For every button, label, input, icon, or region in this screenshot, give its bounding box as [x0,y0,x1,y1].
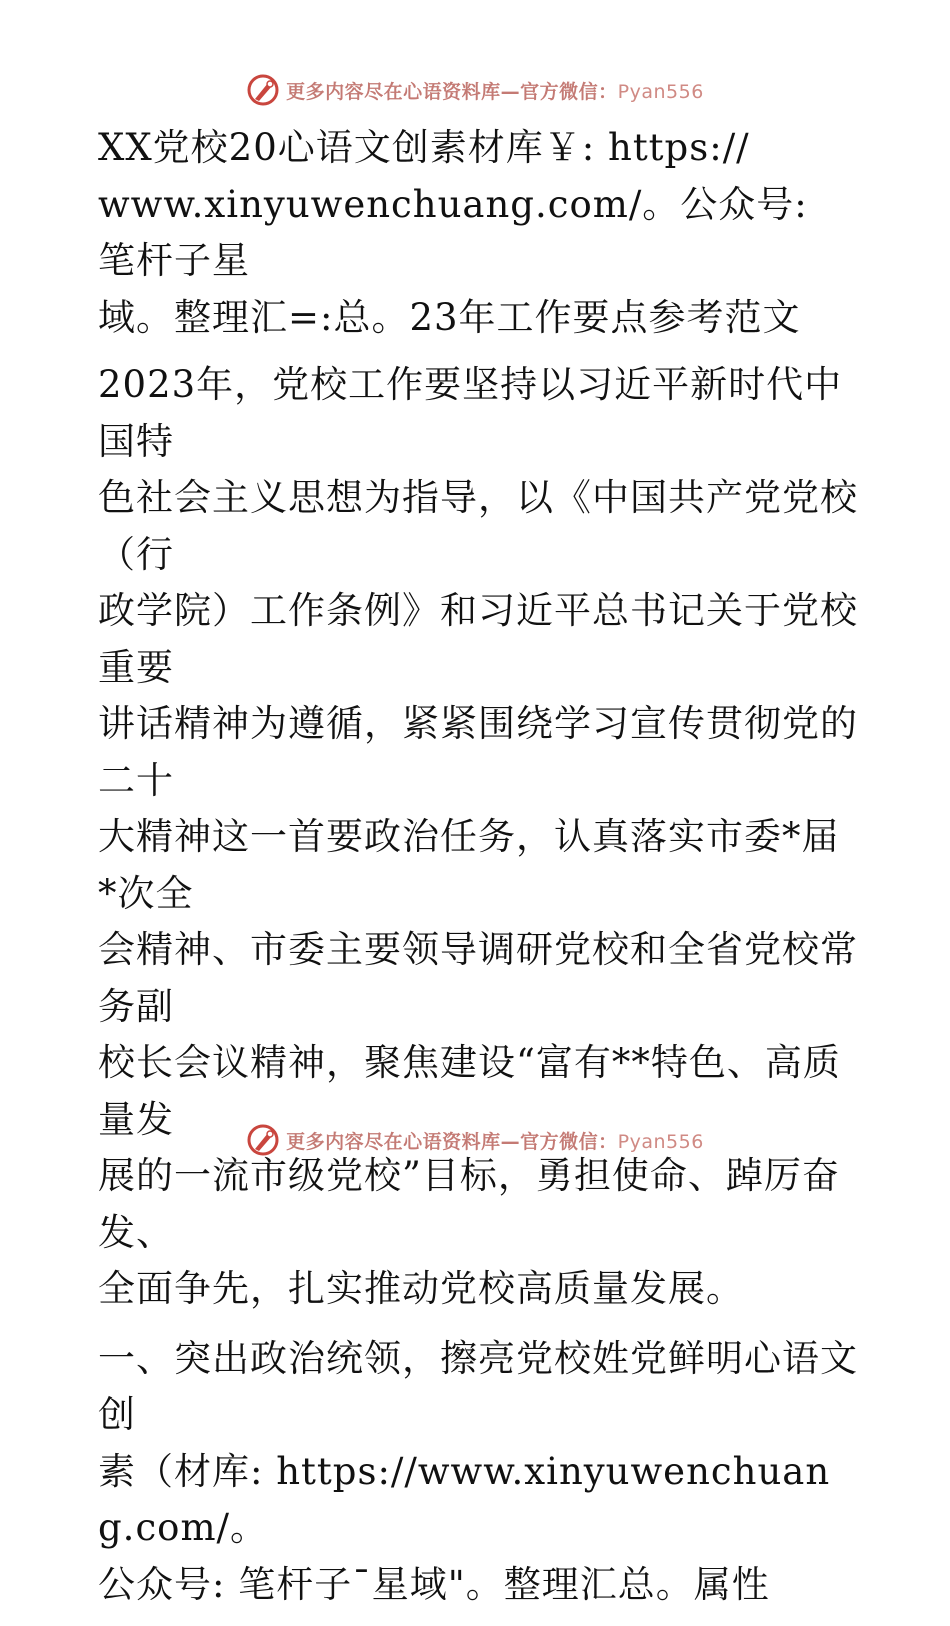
footer-watermark [0,1120,950,1160]
pen-circle-logo-icon [246,1123,280,1157]
document-title-paragraph: XX党校20心语文创素材库￥: https:// www.xinyuwenchuang.com/。公众号: 笔杆子星 域。整理汇=:总。23年工作要点参考范文 [98,126,808,339]
intro-paragraph: 2023年，党校工作要坚持以习近平新时代中国特 色社会主义思想为指导，以《中国共产党党校（行 政学院）工作条例》和习近平总书记关于党校重要 讲话精神为遵循，紧紧围绕学习宣传贯彻党的二十 大精神这一首要政治任务，认真落实市委*届*次全 会精神、市委主要领导调研党校和全省党校常务副 校长会议精神，聚焦建设“富有**特色、高质量发 展的一流市级党校”目标，勇担使命、踔厉奋发、 全面争先，扎实推动党校高质量发展。 [98,363,858,1310]
pen-circle-logo-icon [246,73,280,107]
watermark-account: Pyan556 [617,80,704,103]
section-one-paragraph: 一、突出政治统领，擦亮党校姓党鲜明心语文创 素（材库: https://www.xinyuwenchuang.com/。 公众号: 笔杆子¯星域"。整理汇总。属性 [98,1336,858,1606]
watermark-text: 更多内容尽在心语资料库—官方微信：Pyan556 [286,80,704,103]
header-watermark [0,70,950,110]
watermark-account: Pyan556 [617,1130,704,1153]
watermark-text: 更多内容尽在心语资料库—官方微信：Pyan556 [286,1130,704,1153]
document-body [98,120,858,1626]
